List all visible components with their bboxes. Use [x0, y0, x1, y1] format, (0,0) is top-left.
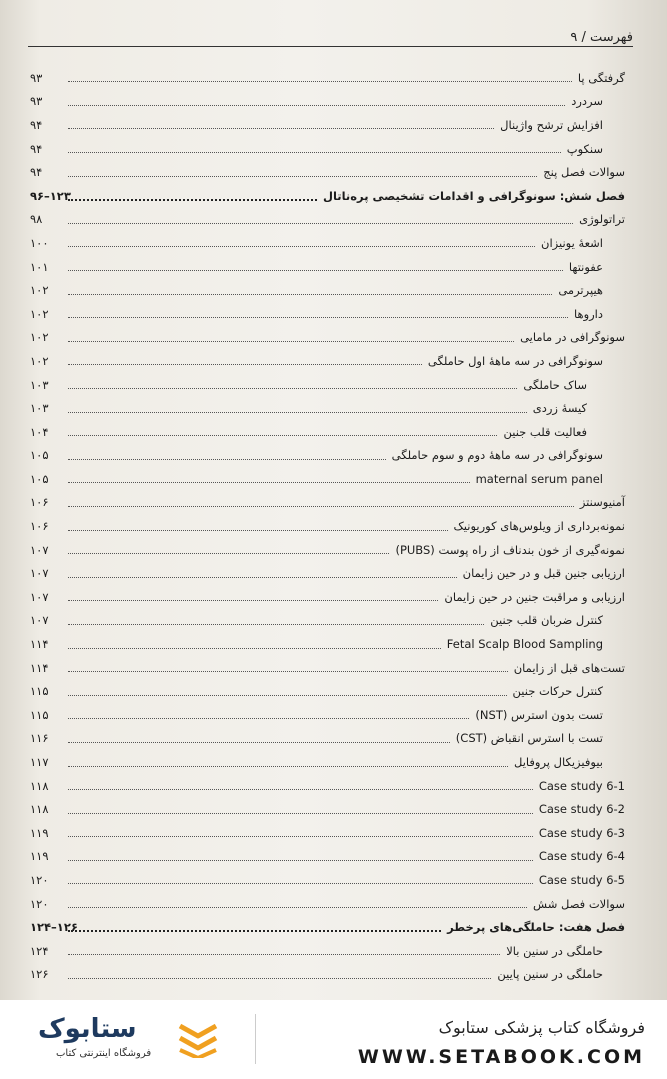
- toc-page-number: ۱۰۷: [30, 613, 49, 628]
- dot-leader: [68, 412, 527, 413]
- dot-leader: [68, 506, 574, 507]
- toc-entry-row: [30, 774, 625, 798]
- toc-page-number: ۱۰۲: [30, 330, 49, 345]
- toc-page-number: ۱۲۴: [30, 943, 49, 958]
- dot-leader: [68, 671, 508, 672]
- toc-entry-title: افزایش ترشح واژینال: [500, 117, 603, 132]
- dot-leader: [68, 553, 389, 554]
- toc-entry-title: گرفتگی پا: [577, 70, 625, 85]
- toc-entry-row: [30, 797, 625, 821]
- dot-leader: [68, 223, 573, 224]
- toc-entry-row: [30, 585, 625, 609]
- toc-entry-row: [30, 679, 625, 703]
- toc-page-number: ۱۰۳: [30, 377, 49, 392]
- store-name: فروشگاه کتاب پزشکی ستابوک: [438, 1018, 645, 1037]
- toc-entry-title: عفونتها: [568, 259, 603, 274]
- toc-page-number: ۱۱۹: [30, 849, 49, 864]
- toc-page-number: ۱۱۷: [30, 755, 49, 770]
- dot-leader: [68, 459, 386, 460]
- toc-page-number: ۱۱۴: [30, 637, 49, 652]
- dot-leader: [68, 907, 527, 908]
- toc-entry-row: [30, 750, 625, 774]
- running-title: فهرست / ۹: [570, 30, 633, 45]
- toc-entry-title: کنترل حرکات جنین: [512, 684, 603, 699]
- footer-divider: [255, 1014, 256, 1064]
- toc-entry-title: داروها: [574, 306, 603, 321]
- toc-entry-title: حاملگی در سنین پایین: [497, 967, 603, 982]
- dot-leader: [68, 930, 441, 932]
- toc-entry-row: [30, 66, 625, 90]
- dot-leader: [68, 530, 448, 531]
- toc-entry-row: [30, 231, 625, 255]
- toc-entry-title: فصل شش: سونوگرافی و اقدامات تشخیصی پره‌ناتال: [323, 188, 625, 203]
- toc-entry-title: سونوگرافی در مامایی: [520, 330, 625, 345]
- dot-leader: [68, 600, 438, 601]
- toc-entry-row: [30, 514, 625, 538]
- toc-entry-row: [30, 467, 625, 491]
- toc-page-number: ۱۰۲: [30, 306, 49, 321]
- toc-entry-row: [30, 821, 625, 845]
- dot-leader: [68, 695, 507, 696]
- toc-entry-title: بیوفیزیکال پروفایل: [513, 755, 603, 770]
- toc-page-number: ۹۳: [30, 70, 43, 85]
- toc-entry-title: کیسهٔ زردی: [532, 401, 587, 416]
- toc-page-number: ۹۶–۱۲۳: [30, 188, 71, 203]
- toc-entry-row: [30, 396, 625, 420]
- toc-page-number: ۱۱۵: [30, 684, 49, 699]
- toc-entry-row: [30, 373, 625, 397]
- dot-leader: [68, 246, 535, 247]
- dot-leader: [68, 176, 537, 177]
- toc-entry-row: [30, 561, 625, 585]
- toc-entry-title: فعالیت قلب جنین: [503, 424, 587, 439]
- toc-entry-row: [30, 845, 625, 869]
- toc-page-number: ۱۰۰: [30, 235, 49, 250]
- toc-entry-title: ارزیابی جنین قبل و در حین زایمان: [462, 566, 625, 581]
- dot-leader: [68, 766, 508, 767]
- dot-leader: [68, 294, 552, 295]
- toc-page-number: ۱۲۰: [30, 872, 49, 887]
- toc-entry-title: سوالات فصل شش: [533, 896, 625, 911]
- toc-entry-title: ساک حاملگی: [523, 377, 587, 392]
- dot-leader: [68, 954, 500, 955]
- toc-entry-title: Case study 6-1: [538, 778, 625, 793]
- toc-entry-title: Fetal Scalp Blood Sampling: [446, 637, 603, 652]
- toc-entry-title: تست با استرس انقباض (CST): [455, 731, 603, 746]
- toc-page-number: ۱۲۶: [30, 967, 49, 982]
- store-url-link[interactable]: WWW.SETABOOK.COM: [357, 1046, 645, 1068]
- toc-page-number: ۹۴: [30, 141, 43, 156]
- dot-leader: [68, 105, 565, 106]
- toc-page-number: ۱۱۴: [30, 660, 49, 675]
- toc-entry-row: [30, 538, 625, 562]
- toc-page-number: ۹۴: [30, 165, 43, 180]
- dot-leader: [68, 482, 470, 483]
- toc-entry-title: Case study 6-5: [538, 872, 625, 887]
- toc-entry-title: Case study 6-2: [538, 802, 625, 817]
- table-of-contents: [30, 66, 625, 986]
- toc-page-number: ۹۸: [30, 212, 43, 227]
- dot-leader: [68, 341, 514, 342]
- toc-entry-title: آمنیوسنتز: [579, 495, 625, 510]
- toc-entry-row: [30, 208, 625, 232]
- dot-leader: [68, 388, 517, 389]
- dot-leader: [68, 435, 497, 436]
- toc-entry-title: تراتولوژی: [579, 212, 625, 227]
- dot-leader: [68, 648, 441, 649]
- toc-entry-title: Case study 6-3: [538, 825, 625, 840]
- toc-page-number: ۱۰۲: [30, 283, 49, 298]
- toc-page-number: ۱۰۲: [30, 353, 49, 368]
- logo-wordmark: ستابوک: [38, 1014, 137, 1044]
- toc-page-number: ۱۲۴–۱۲۶: [30, 920, 78, 935]
- toc-page-number: ۱۰۵: [30, 448, 49, 463]
- toc-entry-row: [30, 868, 625, 892]
- toc-page-number: ۱۰۵: [30, 471, 49, 486]
- toc-page-number: ۹۴: [30, 117, 43, 132]
- toc-entry-title: سونوگرافی در سه ماههٔ دوم و سوم حاملگی: [391, 448, 603, 463]
- toc-entry-title: نمونه‌برداری از ویلوس‌های کوریونیک: [453, 519, 625, 534]
- toc-entry-row: [30, 255, 625, 279]
- toc-page-number: ۱۱۸: [30, 802, 49, 817]
- dot-leader: [68, 789, 533, 790]
- toc-entry-row: [30, 420, 625, 444]
- toc-page-number: ۱۱۵: [30, 707, 49, 722]
- running-header: [28, 30, 633, 47]
- toc-entry-title: تست‌های قبل از زایمان: [513, 660, 625, 675]
- dot-leader: [68, 152, 561, 153]
- toc-page-number: ۱۲۰: [30, 896, 49, 911]
- toc-page-number: ۱۱۶: [30, 731, 49, 746]
- toc-page-number: ۹۳: [30, 94, 43, 109]
- toc-entry-row: [30, 160, 625, 184]
- toc-entry-title: سردرد: [571, 94, 603, 109]
- toc-entry-title: کنترل ضربان قلب جنین: [490, 613, 603, 628]
- dot-leader: [68, 81, 572, 82]
- book-stack-icon: [176, 1018, 220, 1058]
- toc-entry-title: سونوگرافی در سه ماههٔ اول حاملگی: [427, 353, 603, 368]
- toc-entry-row: [30, 939, 625, 963]
- dot-leader: [68, 742, 450, 743]
- toc-page-number: ۱۱۹: [30, 825, 49, 840]
- toc-entry-row: [30, 632, 625, 656]
- toc-entry-row: [30, 491, 625, 515]
- setabook-logo[interactable]: [16, 1014, 236, 1066]
- toc-entry-row: [30, 90, 625, 114]
- toc-page-number: ۱۰۷: [30, 566, 49, 581]
- dot-leader: [68, 836, 533, 837]
- dot-leader: [68, 364, 422, 365]
- toc-chapter-row: [30, 915, 625, 939]
- toc-entry-row: [30, 963, 625, 987]
- toc-entry-row: [30, 137, 625, 161]
- dot-leader: [68, 813, 533, 814]
- toc-chapter-row: [30, 184, 625, 208]
- dot-leader: [68, 270, 563, 271]
- toc-entry-title: نمونه‌گیری از خون بندناف از راه پوست (PUBS): [395, 542, 625, 557]
- dot-leader: [68, 577, 457, 578]
- dot-leader: [68, 317, 568, 318]
- toc-entry-title: maternal serum panel: [475, 471, 603, 486]
- dot-leader: [68, 860, 533, 861]
- logo-subtitle: فروشگاه اینترنتی کتاب: [56, 1048, 152, 1059]
- toc-entry-row: [30, 302, 625, 326]
- toc-entry-row: [30, 113, 625, 137]
- dot-leader: [68, 199, 317, 201]
- dot-leader: [68, 624, 484, 625]
- dot-leader: [68, 883, 533, 884]
- toc-entry-title: Case study 6-4: [538, 849, 625, 864]
- toc-entry-title: سوالات فصل پنج: [543, 165, 625, 180]
- toc-entry-title: سنکوپ: [566, 141, 603, 156]
- toc-page-number: ۱۰۶: [30, 495, 49, 510]
- toc-page-number: ۱۰۷: [30, 542, 49, 557]
- toc-entry-row: [30, 349, 625, 373]
- toc-entry-row: [30, 444, 625, 468]
- toc-entry-title: ارزیابی و مراقبت جنین در حین زایمان: [444, 589, 625, 604]
- toc-entry-row: [30, 278, 625, 302]
- toc-page-number: ۱۱۸: [30, 778, 49, 793]
- toc-entry-row: [30, 892, 625, 916]
- toc-page-number: ۱۰۶: [30, 519, 49, 534]
- toc-entry-row: [30, 703, 625, 727]
- toc-page-number: ۱۰۱: [30, 259, 49, 274]
- toc-entry-title: اشعهٔ یونیزان: [541, 235, 603, 250]
- toc-entry-row: [30, 609, 625, 633]
- toc-entry-row: [30, 326, 625, 350]
- toc-page-number: ۱۰۴: [30, 424, 49, 439]
- dot-leader: [68, 128, 494, 129]
- toc-page-number: ۱۰۳: [30, 401, 49, 416]
- toc-entry-row: [30, 727, 625, 751]
- dot-leader: [68, 978, 491, 979]
- toc-entry-title: هیپرترمی: [558, 283, 603, 298]
- store-footer: [0, 1000, 667, 1079]
- dot-leader: [68, 718, 469, 719]
- toc-page-number: ۱۰۷: [30, 589, 49, 604]
- toc-entry-row: [30, 656, 625, 680]
- toc-entry-title: حاملگی در سنین بالا: [506, 943, 603, 958]
- toc-entry-title: تست بدون استرس (NST): [475, 707, 603, 722]
- toc-entry-title: فصل هفت: حاملگی‌های پرخطر: [447, 920, 625, 935]
